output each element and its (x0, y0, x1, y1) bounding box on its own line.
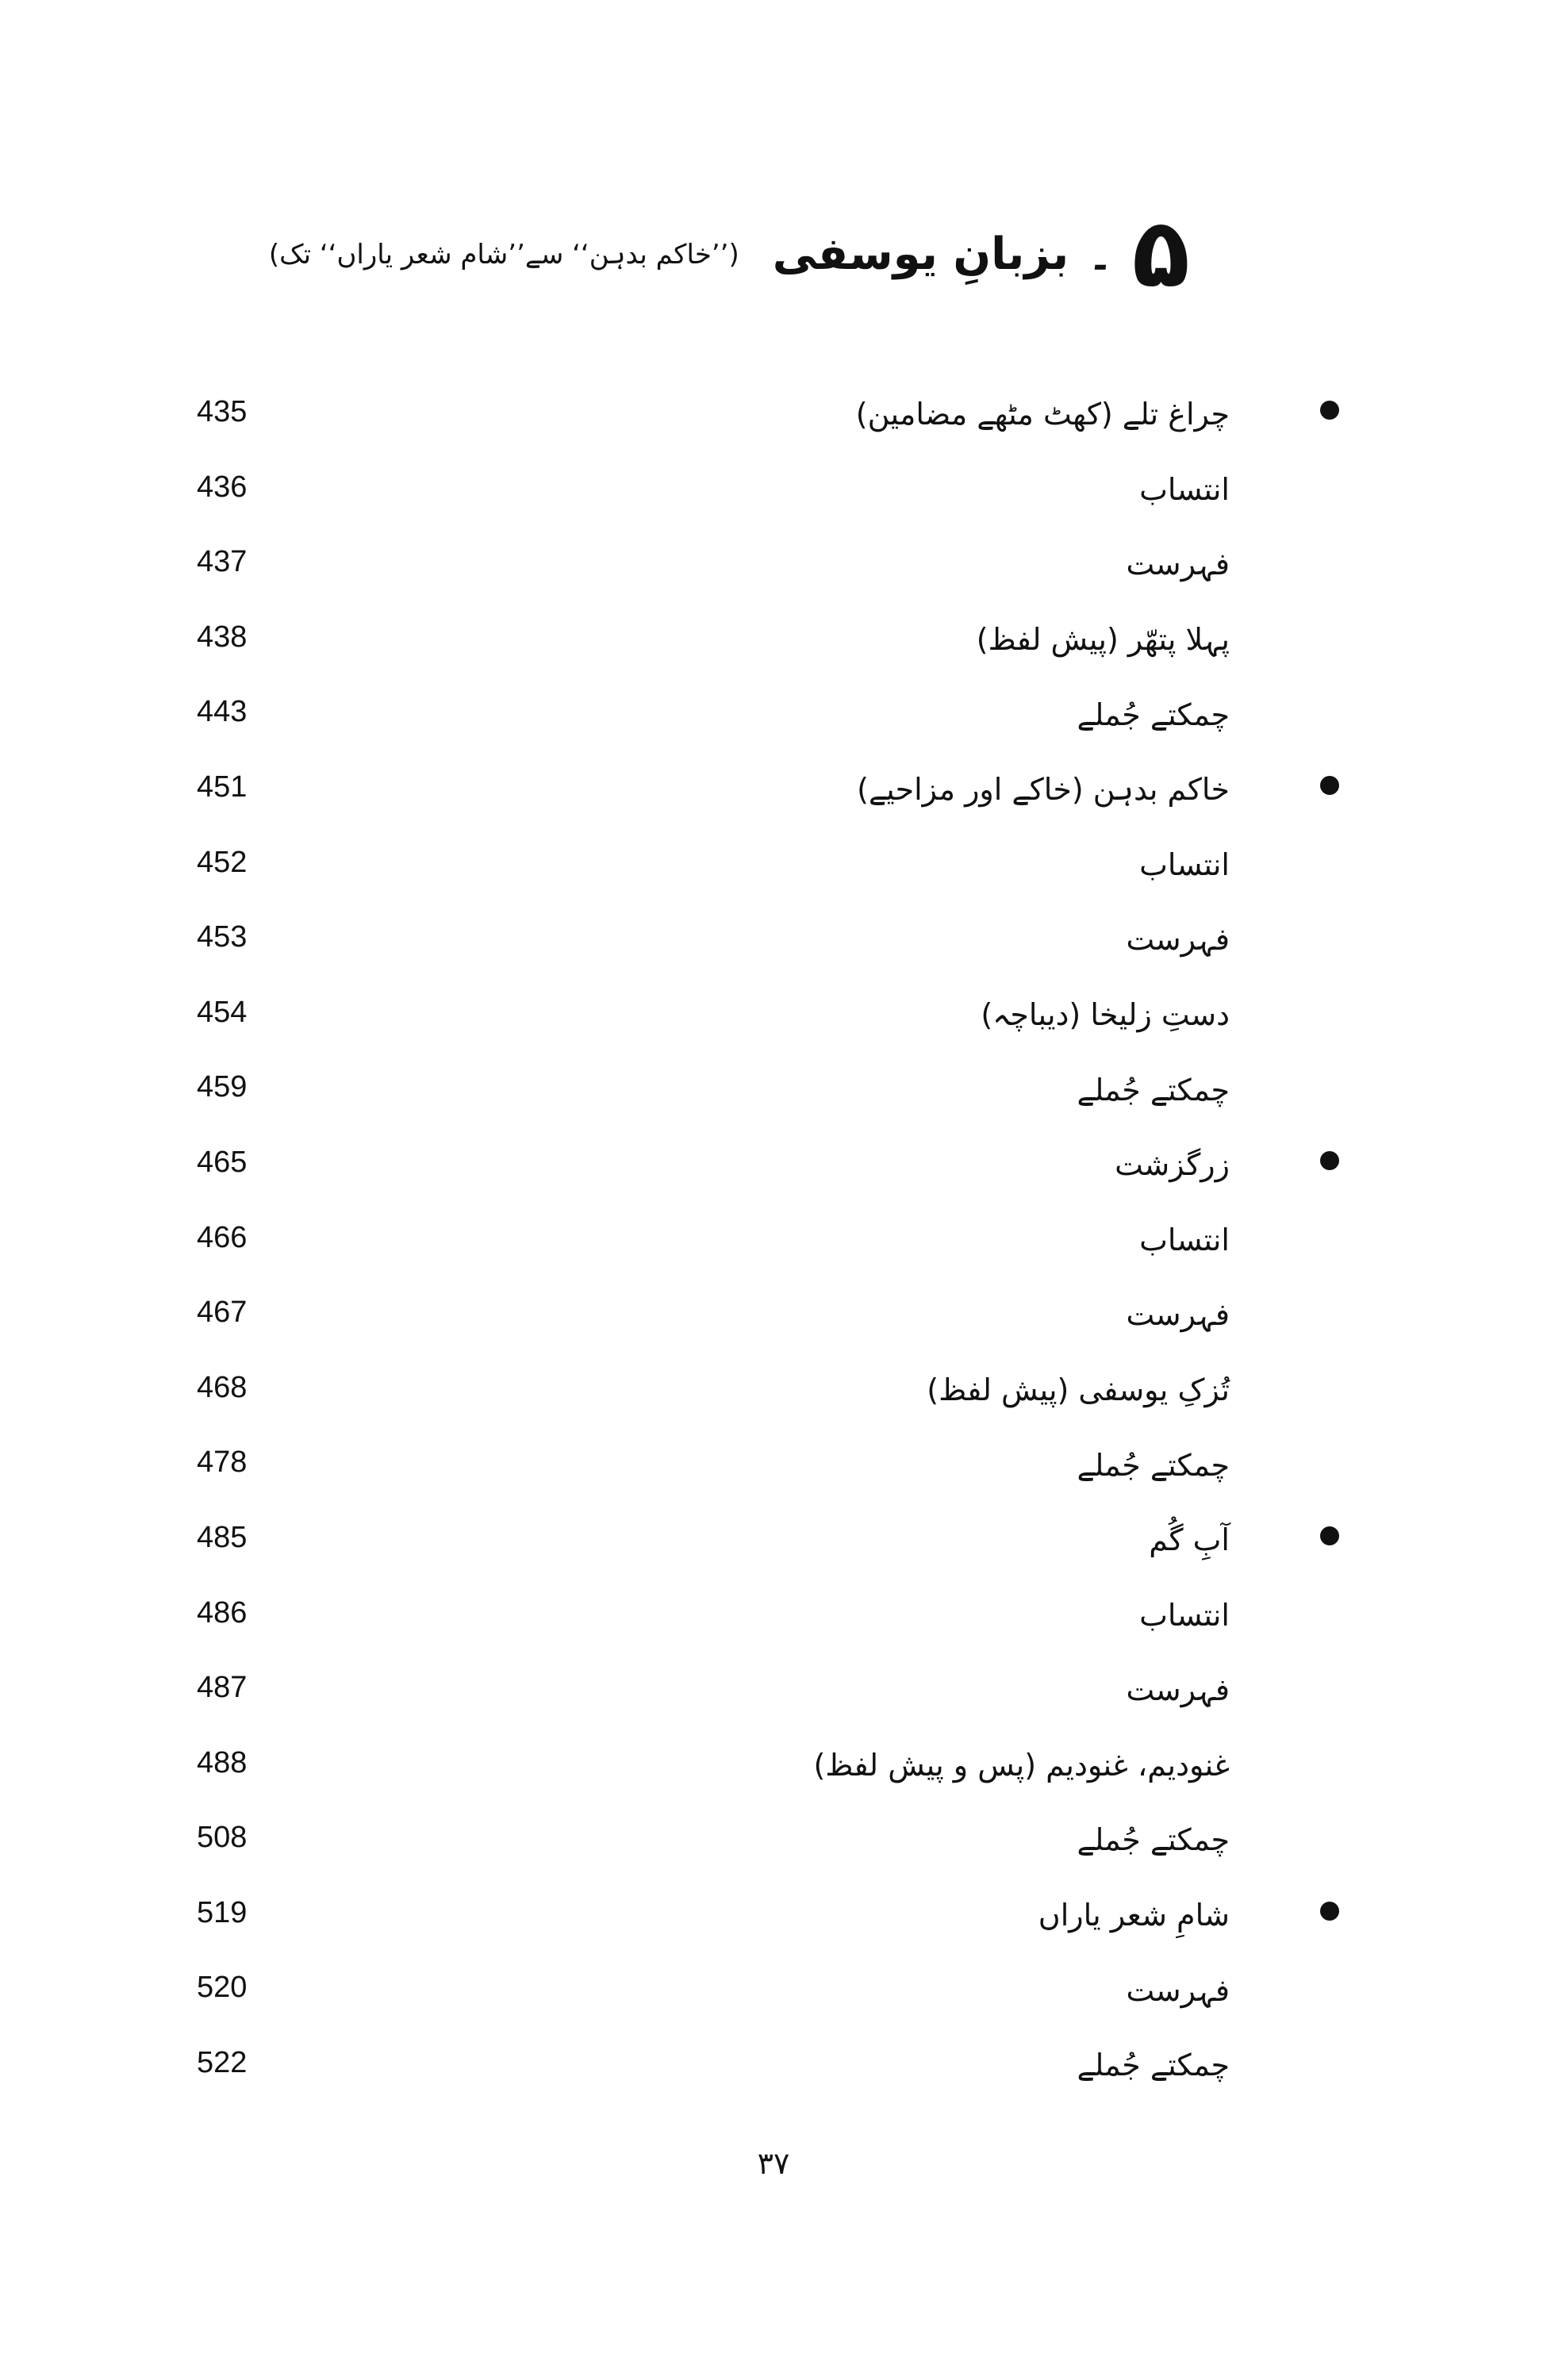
toc-entry-page: 453 (197, 920, 248, 954)
toc-entry-title: پہلا پتھّر (پیش لفظ) (976, 621, 1230, 657)
toc-entry-page: 459 (197, 1070, 248, 1104)
toc-row (0, 1878, 1547, 1953)
chapter-dash: ۔ (1088, 228, 1113, 279)
chapter-title (268, 198, 1190, 309)
toc-entry-title: تُزکِ یوسفی (پیش لفظ) (927, 1372, 1230, 1407)
toc-entry-page: 466 (197, 1220, 248, 1254)
toc-row (0, 602, 1547, 678)
toc-entry-title: زرگزشت (1115, 1147, 1230, 1183)
toc-entry-title: غنودیم، غنودیم (پس و پیش لفظ) (813, 1747, 1230, 1783)
toc-entry-page: 452 (197, 845, 248, 879)
toc-row (0, 1052, 1547, 1127)
toc-row (0, 1802, 1547, 1878)
toc-entry-page: 478 (197, 1445, 248, 1480)
toc-row (0, 527, 1547, 602)
page-number: ۳۷ (757, 2146, 790, 2181)
toc-entry-title: انتساب (1139, 846, 1230, 882)
toc-entry-page: 467 (197, 1296, 248, 1330)
toc-entry-title: فہرست (1126, 1297, 1230, 1333)
toc-row (0, 1353, 1547, 1428)
toc-entry-title: چمکتے جُملے (1077, 697, 1230, 732)
bullet-icon (1320, 1151, 1339, 1170)
toc-row (0, 1277, 1547, 1353)
toc-row (0, 977, 1547, 1053)
toc-entry-title: چمکتے جُملے (1077, 1447, 1230, 1483)
bullet-icon (1320, 776, 1339, 795)
toc-row (0, 1503, 1547, 1578)
toc-entry-page: 488 (197, 1745, 248, 1779)
chapter-number: ۵ (1131, 198, 1190, 309)
toc-row (0, 902, 1547, 977)
toc-entry-page: 519 (197, 1895, 248, 1929)
toc-row (0, 1127, 1547, 1203)
toc-entry-title: چراغ تلے (کھٹ مٹھے مضامین) (855, 397, 1230, 432)
toc-entry-title: فہرست (1126, 1972, 1230, 2008)
toc-row (0, 1653, 1547, 1728)
toc-entry-title: دستِ زلیخا (دیباچہ) (981, 996, 1230, 1032)
toc-entry-title: انتساب (1139, 1597, 1230, 1633)
toc-entry-title: شامِ شعر یاراں (1038, 1898, 1230, 1933)
toc-entry-title: چمکتے جُملے (1077, 2048, 1230, 2083)
toc-entry-page: 468 (197, 1370, 248, 1404)
toc-entry-page: 520 (197, 1971, 248, 2005)
bullet-icon (1320, 1902, 1339, 1921)
toc-row (0, 1952, 1547, 2028)
toc-entry-title: چمکتے جُملے (1077, 1072, 1230, 1107)
toc-entry-page: 465 (197, 1145, 248, 1179)
toc-entry-page: 487 (197, 1671, 248, 1705)
table-of-contents (0, 377, 1547, 2138)
toc-entry-page: 443 (197, 695, 248, 729)
toc-entry-title: چمکتے جُملے (1077, 1822, 1230, 1858)
toc-row (0, 1427, 1547, 1503)
toc-entry-title: انتساب (1139, 471, 1230, 507)
toc-row (0, 752, 1547, 827)
toc-entry-title: فہرست (1126, 547, 1230, 582)
chapter-heading: بزبانِ یوسفی (772, 228, 1069, 280)
toc-entry-page: 438 (197, 620, 248, 654)
toc-entry-page: 436 (197, 470, 248, 504)
toc-entry-page: 451 (197, 770, 248, 804)
toc-entry-page: 508 (197, 1821, 248, 1855)
toc-row (0, 2028, 1547, 2103)
bullet-icon (1320, 1526, 1339, 1545)
toc-row (0, 1728, 1547, 1803)
toc-entry-page: 437 (197, 545, 248, 579)
toc-entry-page: 486 (197, 1595, 248, 1630)
toc-row (0, 452, 1547, 528)
toc-entry-title: خاکم بدہن (خاکے اور مزاحیے) (857, 772, 1230, 808)
toc-entry-page: 435 (197, 395, 248, 428)
toc-entry-title: انتساب (1139, 1222, 1230, 1257)
chapter-subtitle: (’’خاکم بدہن‘‘ سے’’شام شعر یاراں‘‘ تک) (268, 238, 739, 271)
toc-entry-title: فہرست (1126, 922, 1230, 958)
bullet-icon (1320, 401, 1339, 420)
toc-row (0, 377, 1547, 452)
toc-row (0, 677, 1547, 752)
toc-row (0, 1203, 1547, 1278)
toc-row (0, 1578, 1547, 1653)
toc-entry-page: 485 (197, 1520, 248, 1554)
toc-row (0, 827, 1547, 903)
toc-entry-title: آبِ گُم (1149, 1522, 1230, 1558)
toc-entry-page: 522 (197, 2046, 248, 2080)
toc-entry-page: 454 (197, 995, 248, 1029)
toc-entry-title: فہرست (1126, 1672, 1230, 1708)
